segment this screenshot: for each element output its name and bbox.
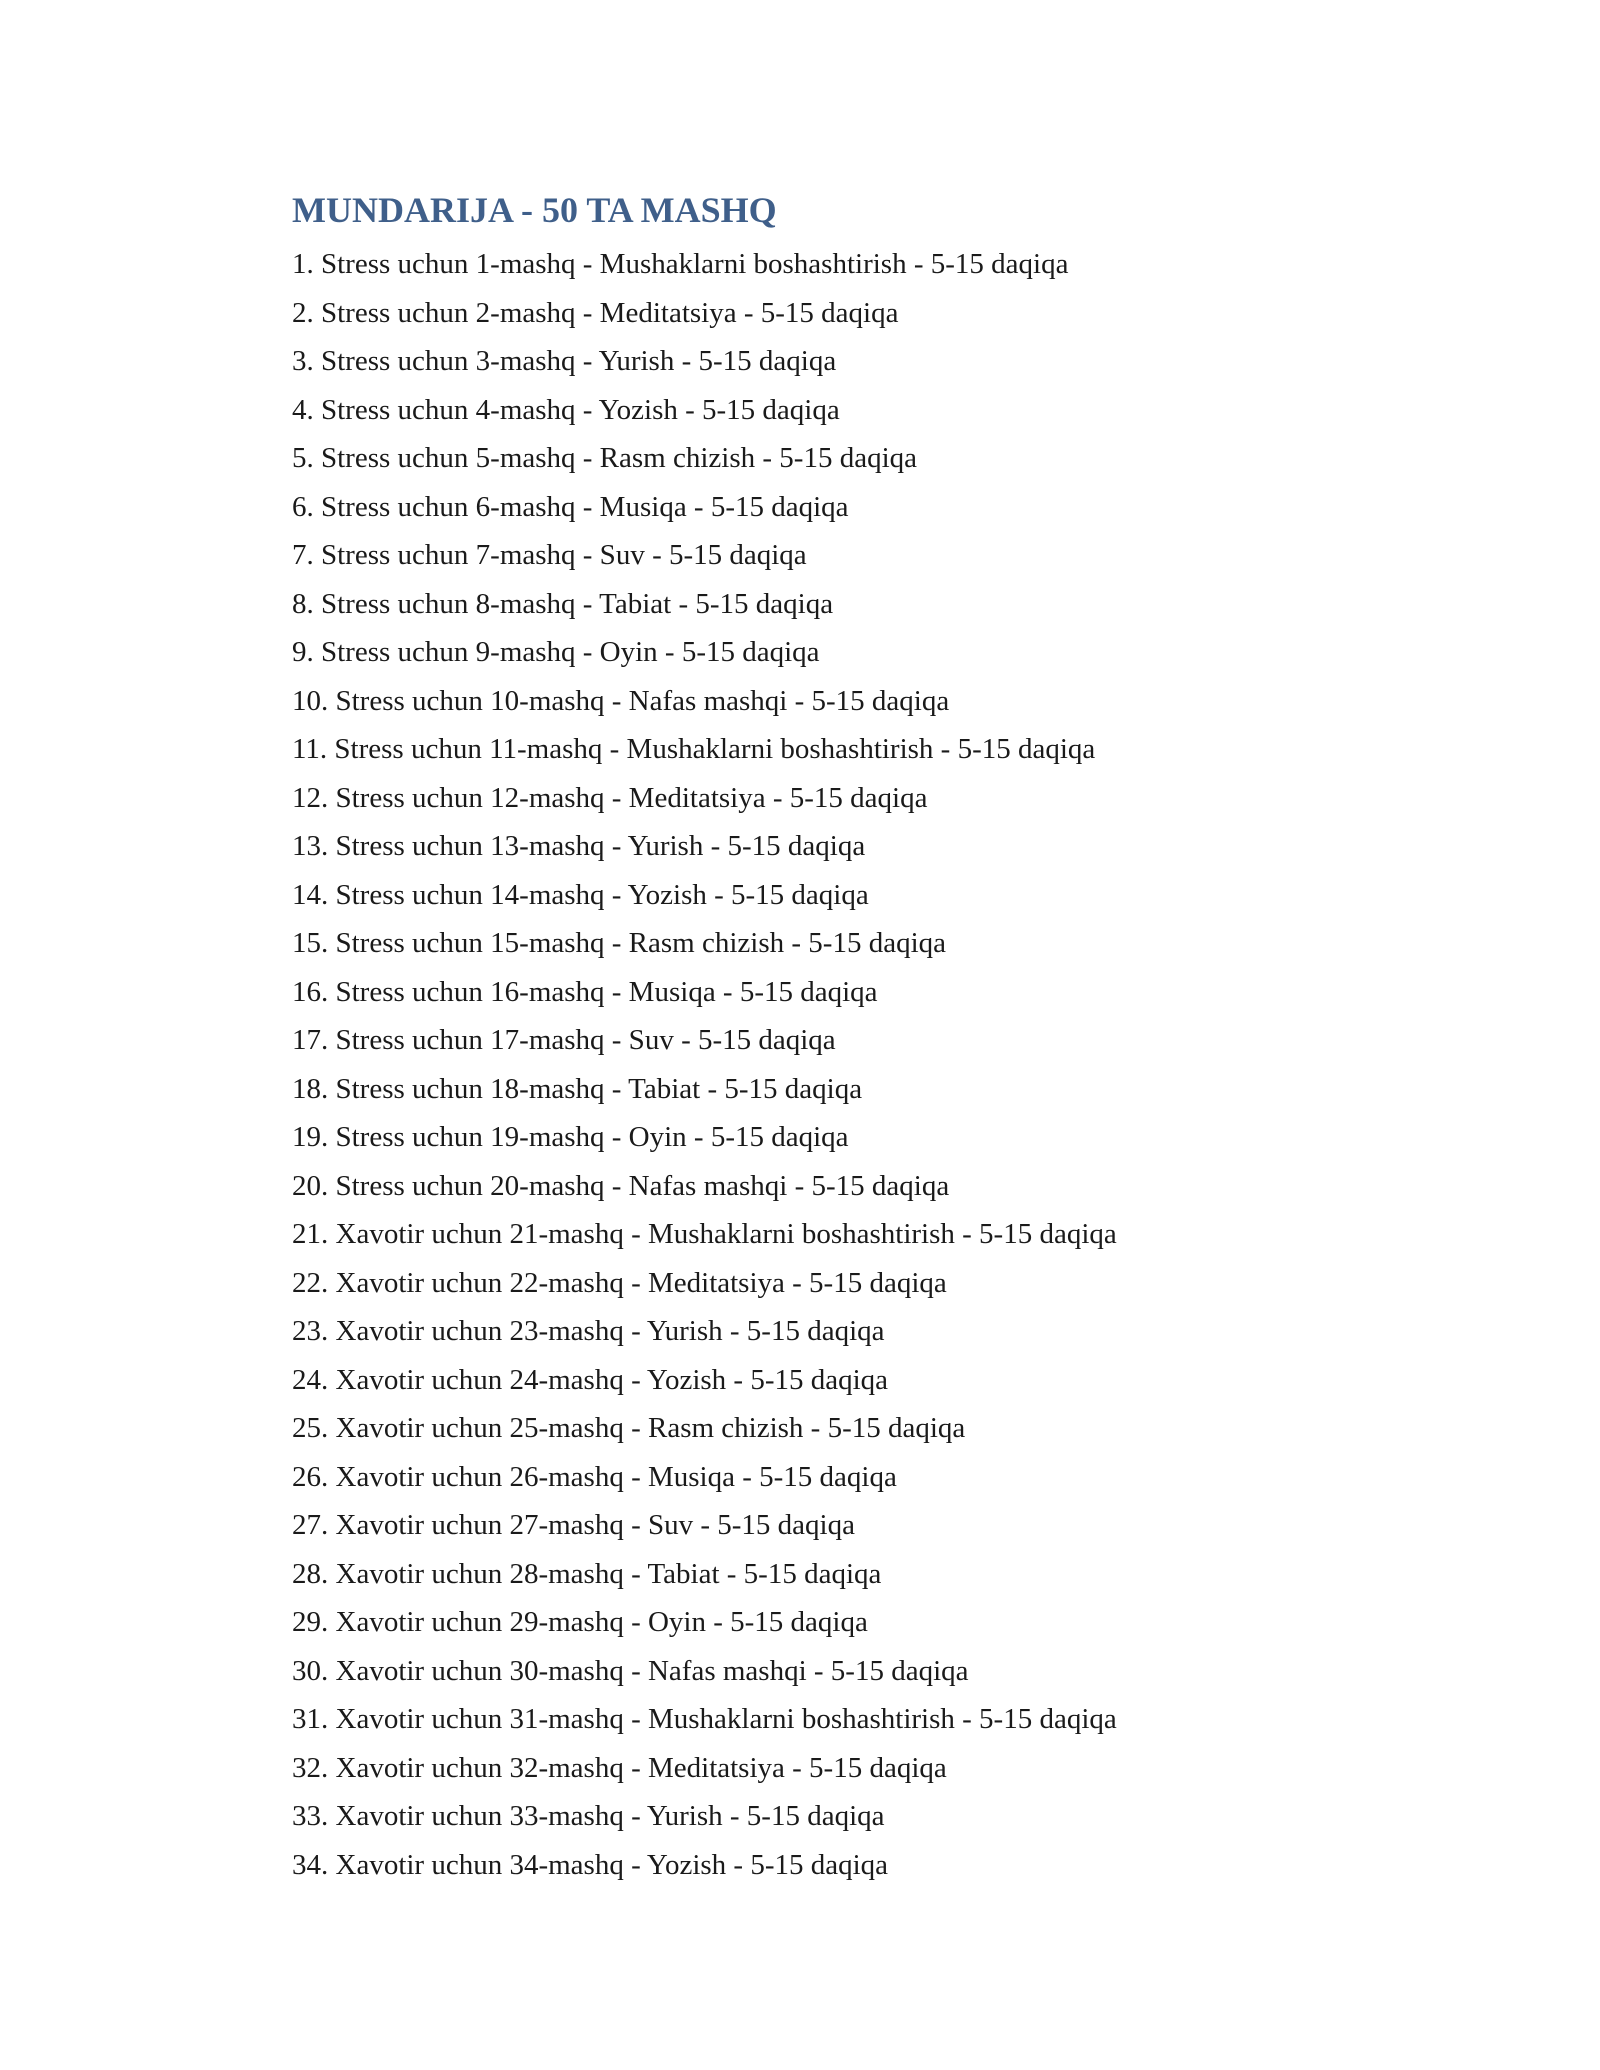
toc-item: 7. Stress uchun 7-mashq - Suv - 5-15 daqiqa	[292, 539, 807, 571]
toc-item: 15. Stress uchun 15-mashq - Rasm chizish - 5-15 daqiqa	[292, 927, 947, 959]
toc-item: 14. Stress uchun 14-mashq - Yozish - 5-15 daqiqa	[292, 878, 869, 911]
toc-item: 10. Stress uchun 10-mashq - Nafas mashqi - 5-15 daqiqa	[292, 684, 950, 717]
toc-item: 16. Stress uchun 16-mashq - Musiqa - 5-15 daqiqa	[292, 975, 878, 1008]
toc-item: 18. Stress uchun 18-mashq - Tabiat - 5-15 daqiqa	[292, 1072, 863, 1105]
toc-item: 22. Xavotir uchun 22-mashq - Meditatsiya - 5-15 daqiqa	[292, 1266, 947, 1299]
toc-item: 19. Stress uchun 19-mashq - Oyin - 5-15 daqiqa	[292, 1121, 849, 1153]
toc-item: 25. Xavotir uchun 25-mashq - Rasm chizish - 5-15 daqiqa	[292, 1412, 966, 1444]
toc-item: 26. Xavotir uchun 26-mashq - Musiqa - 5-15 daqiqa	[292, 1460, 897, 1493]
toc-item: 29. Xavotir uchun 29-mashq - Oyin - 5-15 daqiqa	[292, 1606, 868, 1638]
toc-item: 13. Stress uchun 13-mashq - Yurish - 5-15 daqiqa	[292, 830, 866, 862]
toc-item: 23. Xavotir uchun 23-mashq - Yurish - 5-15 daqiqa	[292, 1315, 885, 1347]
toc-item: 9. Stress uchun 9-mashq - Oyin - 5-15 daqiqa	[292, 636, 820, 668]
toc-item: 3. Stress uchun 3-mashq - Yurish - 5-15 daqiqa	[292, 345, 837, 377]
toc-item: 28. Xavotir uchun 28-mashq - Tabiat - 5-15 daqiqa	[292, 1557, 882, 1590]
toc-item: 4. Stress uchun 4-mashq - Yozish - 5-15 daqiqa	[292, 393, 840, 426]
toc-item: 6. Stress uchun 6-mashq - Musiqa - 5-15 daqiqa	[292, 490, 849, 523]
page-title: MUNDARIJA - 50 TA MASHQ	[292, 190, 777, 230]
toc-item: 11. Stress uchun 11-mashq - Mushaklarni boshashtirish - 5-15 daqiqa	[292, 733, 1096, 765]
toc-item: 5. Stress uchun 5-mashq - Rasm chizish - 5-15 daqiqa	[292, 442, 918, 474]
table-of-contents	[292, 240, 1492, 1889]
document-content	[292, 186, 1492, 1889]
toc-item: 32. Xavotir uchun 32-mashq - Meditatsiya - 5-15 daqiqa	[292, 1751, 947, 1784]
toc-item: 1. Stress uchun 1-mashq - Mushaklarni boshashtirish - 5-15 daqiqa	[292, 248, 1069, 280]
toc-item: 31. Xavotir uchun 31-mashq - Mushaklarni boshashtirish - 5-15 daqiqa	[292, 1703, 1117, 1735]
toc-item: 20. Stress uchun 20-mashq - Nafas mashqi - 5-15 daqiqa	[292, 1169, 950, 1202]
toc-item: 34. Xavotir uchun 34-mashq - Yozish - 5-15 daqiqa	[292, 1848, 889, 1881]
toc-item: 24. Xavotir uchun 24-mashq - Yozish - 5-15 daqiqa	[292, 1363, 889, 1396]
toc-item: 17. Stress uchun 17-mashq - Suv - 5-15 daqiqa	[292, 1024, 836, 1056]
toc-item: 21. Xavotir uchun 21-mashq - Mushaklarni boshashtirish - 5-15 daqiqa	[292, 1218, 1117, 1250]
toc-item: 8. Stress uchun 8-mashq - Tabiat - 5-15 daqiqa	[292, 587, 834, 620]
toc-item: 30. Xavotir uchun 30-mashq - Nafas mashqi - 5-15 daqiqa	[292, 1654, 969, 1687]
toc-item: 33. Xavotir uchun 33-mashq - Yurish - 5-15 daqiqa	[292, 1800, 885, 1832]
toc-item: 12. Stress uchun 12-mashq - Meditatsiya - 5-15 daqiqa	[292, 781, 928, 814]
toc-item: 2. Stress uchun 2-mashq - Meditatsiya - 5-15 daqiqa	[292, 296, 899, 329]
toc-item: 27. Xavotir uchun 27-mashq - Suv - 5-15 daqiqa	[292, 1509, 855, 1541]
